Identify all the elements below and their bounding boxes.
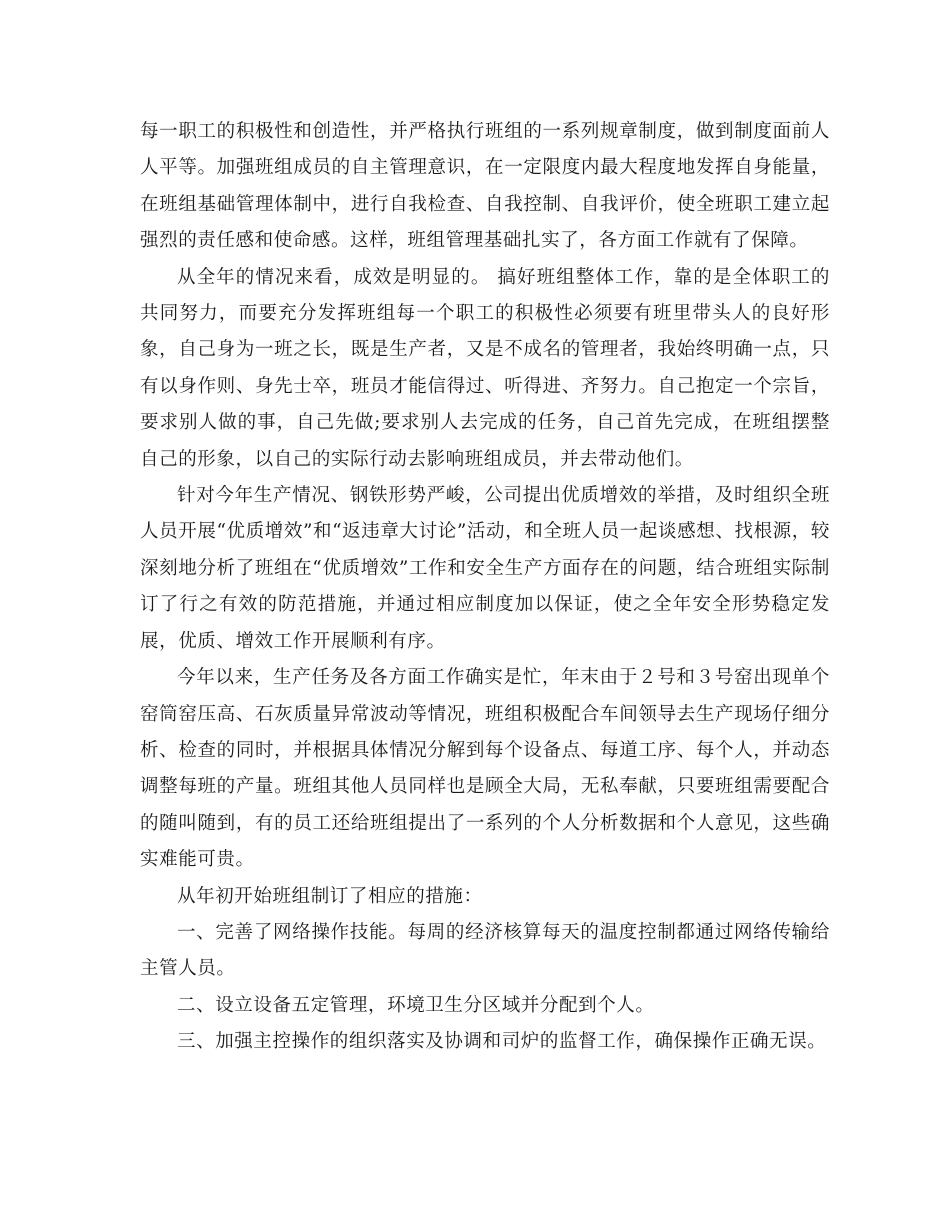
paragraph-1: 每一职工的积极性和创造性，并严格执行班组的一系列规章制度，做到制度面前人人平等。加强班组成员的自主管理意识，在一定限度内最大程度地发挥自身能量，在班组基础管理体制中，进行自我检查、自我控制、自我评价，使全班职工建立起强烈的责任感和使命感。这样，班组管理基础扎实了，各方面工作就有了保障。 [140,121,830,252]
paragraph-4: 今年以来，生产任务及各方面工作确实是忙，年末由于２号和３号窑出现单个窑筒窑压高、石灰质量异常波动等情况，班组积极配合车间领导去生产现场仔细分析、检查的同时，并根据具体情况分解到每个设备点、每道工序、每个人，并动态调整每班的产量。班组其他人员同样也是顾全大局，无私奉献，只要班组需要配合的随叫随到，有的员工还给班组提出了一系列的个人分析数据和个人意见，这些确实难能可贵。 [140,667,830,871]
paragraph-2: 从全年的情况来看，成效是明显的。 搞好班组整体工作，靠的是全体职工的共同努力，而要充分发挥班组每一个职工的积极性必须要有班里带头人的良好形象，自己身为一班之长，既是生产者，又是不成名的管理者，我始终明确一点，只有以身作则、身先士卒，班员才能信得过、听得进、齐努力。自己抱定一个宗旨，要求别人做的事，自己先做;要求别人去完成的任务，自己首先完成，在班组摆整自己的形象，以自己的实际行动去影响班组成员，并去带动他们。 [140,266,830,470]
paragraph-3: 针对今年生产情况、钢铁形势严峻，公司提出优质增效的举措，及时组织全班人员开展“优质增效”和“返违章大讨论”活动，和全班人员一起谈感想、找根源，较深刻地分析了班组在“优质增效”工作和安全生产方面存在的问题，结合班组实际制订了行之有效的防范措施，并通过相应制度加以保证，使之全年安全形势稳定发展，优质、增效工作开展顺利有序。 [140,485,830,652]
document-page [140,114,830,1061]
paragraph-8: 三、加强主控操作的组织落实及协调和司炉的监督工作，确保操作正确无误。 [177,1031,827,1053]
paragraph-6: 一、完善了网络操作技能。每周的经济核算每天的温度控制都通过网络传输给主管人员。 [140,921,830,980]
paragraph-5: 从年初开始班组制订了相应的措施： [177,885,483,907]
paragraph-7: 二、设立设备五定管理，环境卫生分区域并分配到个人。 [177,994,655,1016]
